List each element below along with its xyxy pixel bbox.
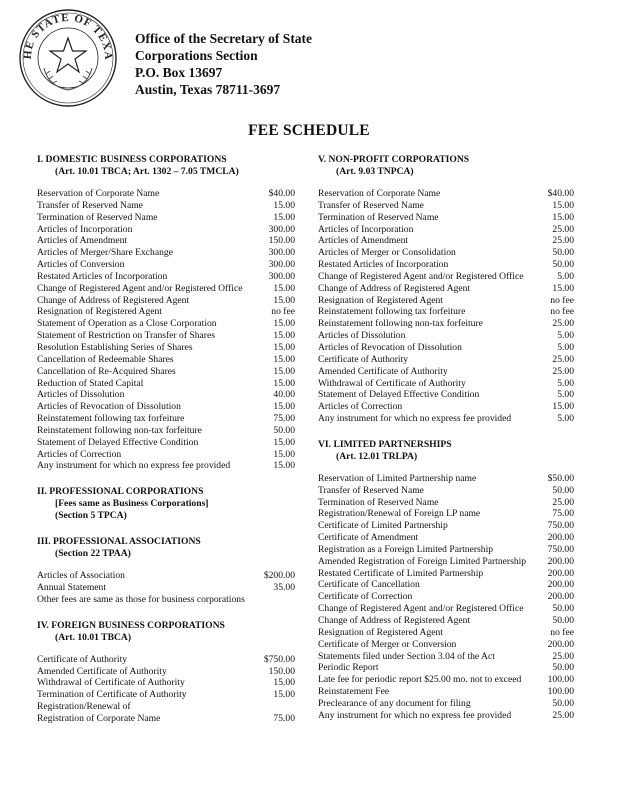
fee-row [318, 318, 574, 330]
fee-amount: 5.00 [557, 413, 574, 425]
fee-amount: $750.00 [263, 653, 295, 665]
fee-label: Certificate of Limited Partnership [318, 520, 448, 532]
fee-label: Statement of Delayed Effective Condition [318, 389, 480, 401]
fee-row [318, 354, 574, 366]
fee-row [37, 259, 295, 271]
office-name: Office of the Secretary of State [135, 31, 313, 46]
fee-amount: 50.00 [552, 247, 574, 259]
foreign-fee-list [37, 654, 295, 725]
fee-amount: 25.00 [552, 235, 574, 247]
fee-row [37, 212, 295, 224]
fee-amount: 750.00 [547, 543, 574, 555]
fee-amount: no fee [550, 294, 574, 306]
fee-amount: 15.00 [273, 677, 295, 689]
fee-label: Termination of Reserved Name [318, 211, 439, 223]
fee-label: Resignation of Registered Agent [37, 306, 162, 318]
fee-row [37, 449, 295, 461]
fee-row [37, 666, 295, 678]
fee-label: Reservation of Corporate Name [37, 188, 160, 199]
fee-label: Registration of Corporate Name [37, 713, 161, 724]
fee-label: Amended Certificate of Authority [37, 665, 167, 677]
fee-row [318, 508, 574, 520]
fee-label: Statement of Delayed Effective Condition [37, 436, 199, 448]
fee-label: Reinstatement Fee [318, 686, 390, 698]
fee-amount: 5.00 [557, 341, 574, 353]
fee-label: Termination of Reserved Name [318, 496, 439, 508]
left-column [37, 154, 295, 725]
fee-row [37, 330, 295, 342]
fee-label: Articles of Dissolution [318, 330, 406, 342]
fee-amount: no fee [271, 306, 295, 318]
fee-label: Statements filed under Section 3.04 of the Act [318, 650, 495, 662]
fee-label: Resignation of Registered Agent [318, 626, 443, 638]
fee-amount: 200.00 [547, 579, 574, 591]
fee-label: Certificate of Authority [37, 653, 128, 665]
fee-label: Certificate of Authority [318, 353, 409, 365]
fee-row [318, 330, 574, 342]
fee-row [37, 342, 295, 354]
nonprofit-fee-list [318, 188, 574, 425]
fee-row [37, 689, 295, 701]
fee-amount: 300.00 [268, 223, 295, 235]
fee-amount: 25.00 [552, 223, 574, 235]
fee-row [37, 425, 295, 437]
fee-label: Withdrawal of Certificate of Authority [37, 677, 185, 689]
fee-row [37, 354, 295, 366]
fee-amount: 25.00 [552, 353, 574, 365]
fee-row [37, 271, 295, 283]
fee-amount: 15.00 [552, 282, 574, 294]
fee-amount: 50.00 [552, 662, 574, 674]
fee-label: Articles of Merger or Consolidation [318, 247, 456, 259]
page-title: FEE SCHEDULE [248, 122, 370, 139]
fee-row [37, 677, 295, 689]
fee-amount: 15.00 [273, 436, 295, 448]
fee-amount: 100.00 [547, 686, 574, 698]
fee-amount: 15.00 [273, 689, 295, 701]
fee-label: Reservation of Corporate Name [318, 188, 441, 199]
fee-label: Reservation of Limited Partnership name [318, 472, 477, 484]
fee-label: Registration/Renewal of [37, 701, 131, 713]
fee-label: Any instrument for which no express fee provided [318, 709, 512, 721]
fee-amount: 25.00 [552, 365, 574, 377]
fee-row [318, 544, 574, 556]
fee-row [37, 460, 295, 472]
fee-label: Articles of Merger/Share Exchange [37, 247, 173, 259]
fee-label: Late fee for periodic report $25.00 mo. not to exceed [318, 674, 522, 686]
fee-amount: 50.00 [552, 484, 574, 496]
fee-row [37, 582, 295, 594]
lp-fee-list [318, 473, 574, 722]
fee-row [318, 568, 574, 580]
fee-amount: $50.00 [547, 472, 574, 484]
fee-row [318, 520, 574, 532]
fee-row [318, 259, 574, 271]
fee-label: Resolution Establishing Series of Shares [37, 341, 193, 353]
fee-amount: 50.00 [552, 259, 574, 271]
fee-row [318, 579, 574, 591]
fee-amount: 15.00 [552, 401, 574, 413]
fee-row [318, 603, 574, 615]
domestic-fee-list [37, 188, 295, 472]
fee-row [318, 271, 574, 283]
fee-row [318, 235, 574, 247]
fee-row [318, 366, 574, 378]
fee-label: Termination of Reserved Name [37, 211, 158, 223]
fee-label: Articles of Incorporation [37, 223, 133, 235]
fee-label: Annual Statement [37, 582, 107, 594]
fee-row [37, 235, 295, 247]
fee-label: Cancellation of Re-Acquired Shares [37, 365, 176, 377]
fee-label: Articles of Conversion [37, 259, 125, 271]
fee-amount: 15.00 [552, 199, 574, 211]
fee-label: Articles of Association [37, 570, 125, 582]
fee-row [37, 224, 295, 236]
fee-label: Cancellation of Redeemable Shares [37, 353, 174, 365]
fee-row [318, 200, 574, 212]
professional-assoc-heading: III. PROFESSIONAL ASSOCIATIONS (Section 22 TPAA) [37, 536, 201, 560]
fee-row [318, 295, 574, 307]
fee-label: Change of Registered Agent and/or Registered Office [318, 270, 524, 282]
fee-row [318, 698, 574, 710]
fee-label: Change of Registered Agent and/or Registered Office [318, 603, 524, 615]
fee-amount: 5.00 [557, 389, 574, 401]
fee-label: Registration/Renewal of Foreign LP name [318, 508, 481, 520]
fee-amount: 5.00 [557, 330, 574, 342]
fee-row [318, 283, 574, 295]
fee-row [318, 306, 574, 318]
nonprofit-heading: V. NON-PROFIT CORPORATIONS (Art. 9.03 TNPCA) [318, 154, 470, 177]
fee-label: Reinstatement following tax forfeiture [318, 306, 466, 318]
fee-label: Articles of Dissolution [37, 389, 125, 401]
professional-corp-heading: II. PROFESSIONAL CORPORATIONS [Fees same as Business Corporations] (Section 5 TPCA) [37, 486, 209, 522]
fee-label: Certificate of Correction [318, 591, 413, 603]
fee-amount: 50.00 [273, 424, 295, 436]
state-seal-logo [18, 8, 118, 108]
fee-row [318, 686, 574, 698]
fee-row [318, 662, 574, 674]
fee-row [318, 591, 574, 603]
section-name: Corporations Section [135, 48, 258, 63]
fee-label: Restated Certificate of Limited Partnership [318, 567, 484, 579]
fee-amount: 50.00 [552, 603, 574, 615]
fee-label: Any instrument for which no express fee provided [37, 460, 231, 472]
fee-label: Registration as a Foreign Limited Partnership [318, 543, 494, 555]
fee-row [37, 318, 295, 330]
fee-amount: 75.00 [273, 413, 295, 425]
fee-amount: 750.00 [547, 520, 574, 532]
fee-label: Reinstatement following non-tax forfeiture [318, 318, 483, 330]
fee-amount: 200.00 [547, 532, 574, 544]
fee-amount: 50.00 [552, 697, 574, 709]
fee-label: Articles of Correction [37, 448, 122, 460]
fee-row [318, 389, 574, 401]
professional-assoc-fee-list [37, 570, 295, 594]
fee-amount: 75.00 [552, 508, 574, 520]
fee-amount: 40.00 [273, 389, 295, 401]
fee-row [318, 413, 574, 425]
fee-label: Withdrawal of Certificate of Authority [318, 377, 466, 389]
fee-label: Transfer of Reserved Name [318, 484, 424, 496]
fee-label: Transfer of Reserved Name [37, 199, 143, 211]
fee-row [37, 654, 295, 666]
fee-label: Periodic Report [318, 662, 379, 674]
fee-label: Articles of Amendment [37, 235, 128, 247]
fee-label: Termination of Certificate of Authority [37, 689, 187, 701]
fee-amount: 75.00 [273, 713, 295, 724]
fee-label: Change of Address of Registered Agent [37, 294, 190, 306]
fee-amount: 15.00 [273, 353, 295, 365]
fee-row [318, 188, 574, 200]
fee-row [318, 639, 574, 651]
fee-row [37, 378, 295, 390]
fee-label: Statement of Restriction on Transfer of Shares [37, 330, 215, 342]
fee-label: Reinstatement following non-tax forfeiture [37, 424, 202, 436]
fee-amount: 15.00 [552, 211, 574, 223]
fee-label: Amended Certificate of Authority [318, 365, 448, 377]
fee-amount: 25.00 [552, 318, 574, 330]
fee-row [37, 295, 295, 307]
domestic-heading: I. DOMESTIC BUSINESS CORPORATIONS (Art. 10.01 TBCA; Art. 1302 – 7.05 TMCLA) [37, 154, 239, 177]
fee-row [37, 701, 295, 713]
city-state-zip: Austin, Texas 78711-3697 [135, 82, 281, 97]
fee-amount: 200.00 [547, 567, 574, 579]
fee-row [318, 532, 574, 544]
fee-row [37, 437, 295, 449]
fee-row [318, 401, 574, 413]
office-address-header [135, 30, 312, 98]
fee-label: Articles of Revocation of Dissolution [318, 341, 462, 353]
fee-label: Articles of Amendment [318, 235, 409, 247]
fee-label: Articles of Revocation of Dissolution [37, 401, 181, 413]
fee-label: Reduction of Stated Capital [37, 377, 144, 389]
fee-row [37, 247, 295, 259]
fee-amount: 25.00 [552, 496, 574, 508]
fee-amount: 200.00 [547, 638, 574, 650]
fee-row [318, 473, 574, 485]
fee-label: Amended Registration of Foreign Limited Partnership [318, 555, 527, 567]
fee-label: Certificate of Cancellation [318, 579, 420, 591]
fee-label: Restated Articles of Incorporation [37, 270, 168, 282]
fee-amount: $40.00 [547, 188, 574, 199]
fee-amount: 15.00 [273, 401, 295, 413]
fee-label: Articles of Correction [318, 401, 403, 413]
fee-row [318, 651, 574, 663]
fee-amount: no fee [550, 626, 574, 638]
foreign-heading: IV. FOREIGN BUSINESS CORPORATIONS (Art. 10.01 TBCA) [37, 619, 225, 643]
fee-row [37, 570, 295, 582]
fee-row [318, 674, 574, 686]
fee-amount: 300.00 [268, 247, 295, 259]
svg-text:THE STATE OF TEXAS: HE STATE OF TEXA [21, 11, 115, 61]
fee-amount: 15.00 [273, 211, 295, 223]
fee-row [318, 497, 574, 509]
fee-amount: 15.00 [273, 365, 295, 377]
fee-row [318, 627, 574, 639]
fee-amount: 15.00 [273, 330, 295, 342]
fee-amount: 5.00 [557, 377, 574, 389]
fee-amount: 15.00 [273, 318, 295, 330]
fee-label: Reinstatement following tax forfeiture [37, 413, 185, 425]
fee-row [318, 615, 574, 627]
fee-row [37, 200, 295, 212]
fee-amount: 100.00 [547, 674, 574, 686]
fee-row [318, 710, 574, 722]
fee-label: Change of Address of Registered Agent [318, 282, 471, 294]
fee-amount [289, 701, 295, 713]
fee-row [37, 401, 295, 413]
fee-label: Statement of Operation as a Close Corporation [37, 318, 217, 330]
fee-label: Articles of Incorporation [318, 223, 414, 235]
fee-amount: 5.00 [557, 270, 574, 282]
fee-amount: 150.00 [268, 235, 295, 247]
fee-amount: no fee [550, 306, 574, 318]
fee-label: Change of Address of Registered Agent [318, 615, 471, 626]
right-column [318, 154, 574, 722]
fee-amount: 15.00 [273, 341, 295, 353]
fee-amount: $200.00 [263, 570, 295, 582]
fee-amount: 15.00 [273, 377, 295, 389]
fee-row [37, 413, 295, 425]
fee-amount: $40.00 [268, 188, 295, 199]
fee-amount: 35.00 [273, 582, 295, 594]
fee-amount: 200.00 [547, 555, 574, 567]
fee-label: Transfer of Reserved Name [318, 199, 424, 211]
fee-row [318, 247, 574, 259]
fee-amount: 200.00 [547, 591, 574, 603]
fee-label: Any instrument for which no express fee provided [318, 413, 512, 425]
fee-row [318, 378, 574, 390]
fee-row [37, 283, 295, 295]
fee-amount: 25.00 [552, 650, 574, 662]
fee-row [37, 188, 295, 200]
fee-label: Change of Registered Agent and/or Registered Office [37, 282, 243, 294]
fee-row [318, 556, 574, 568]
fee-row [37, 306, 295, 318]
fee-amount: 25.00 [552, 709, 574, 721]
fee-label: Restated Articles of Incorporation [318, 259, 449, 271]
lp-heading: VI. LIMITED PARTNERSHIPS (Art. 12.01 TRLPA) [318, 438, 452, 462]
fee-amount: 15.00 [273, 199, 295, 211]
fee-label: Resignation of Registered Agent [318, 294, 443, 306]
fee-amount: 300.00 [268, 259, 295, 271]
fee-row [37, 713, 295, 725]
fee-row [318, 342, 574, 354]
fee-label: Certificate of Amendment [318, 532, 419, 544]
fee-amount: 50.00 [552, 615, 574, 626]
fee-amount: 15.00 [273, 282, 295, 294]
fee-row [318, 212, 574, 224]
fee-row [318, 485, 574, 497]
fee-amount: 300.00 [268, 270, 295, 282]
fee-label: Preclearance of any document for filing [318, 697, 471, 709]
fee-label: Certificate of Merger or Conversion [318, 638, 457, 650]
fee-row [318, 224, 574, 236]
fee-amount: 15.00 [273, 460, 295, 472]
professional-assoc-note: Other fees are same as those for business corporations [37, 593, 245, 605]
po-box: P.O. Box 13697 [135, 65, 223, 80]
fee-row [37, 389, 295, 401]
fee-row [37, 366, 295, 378]
fee-amount: 15.00 [273, 448, 295, 460]
fee-amount: 150.00 [268, 665, 295, 677]
fee-amount: 15.00 [273, 294, 295, 306]
